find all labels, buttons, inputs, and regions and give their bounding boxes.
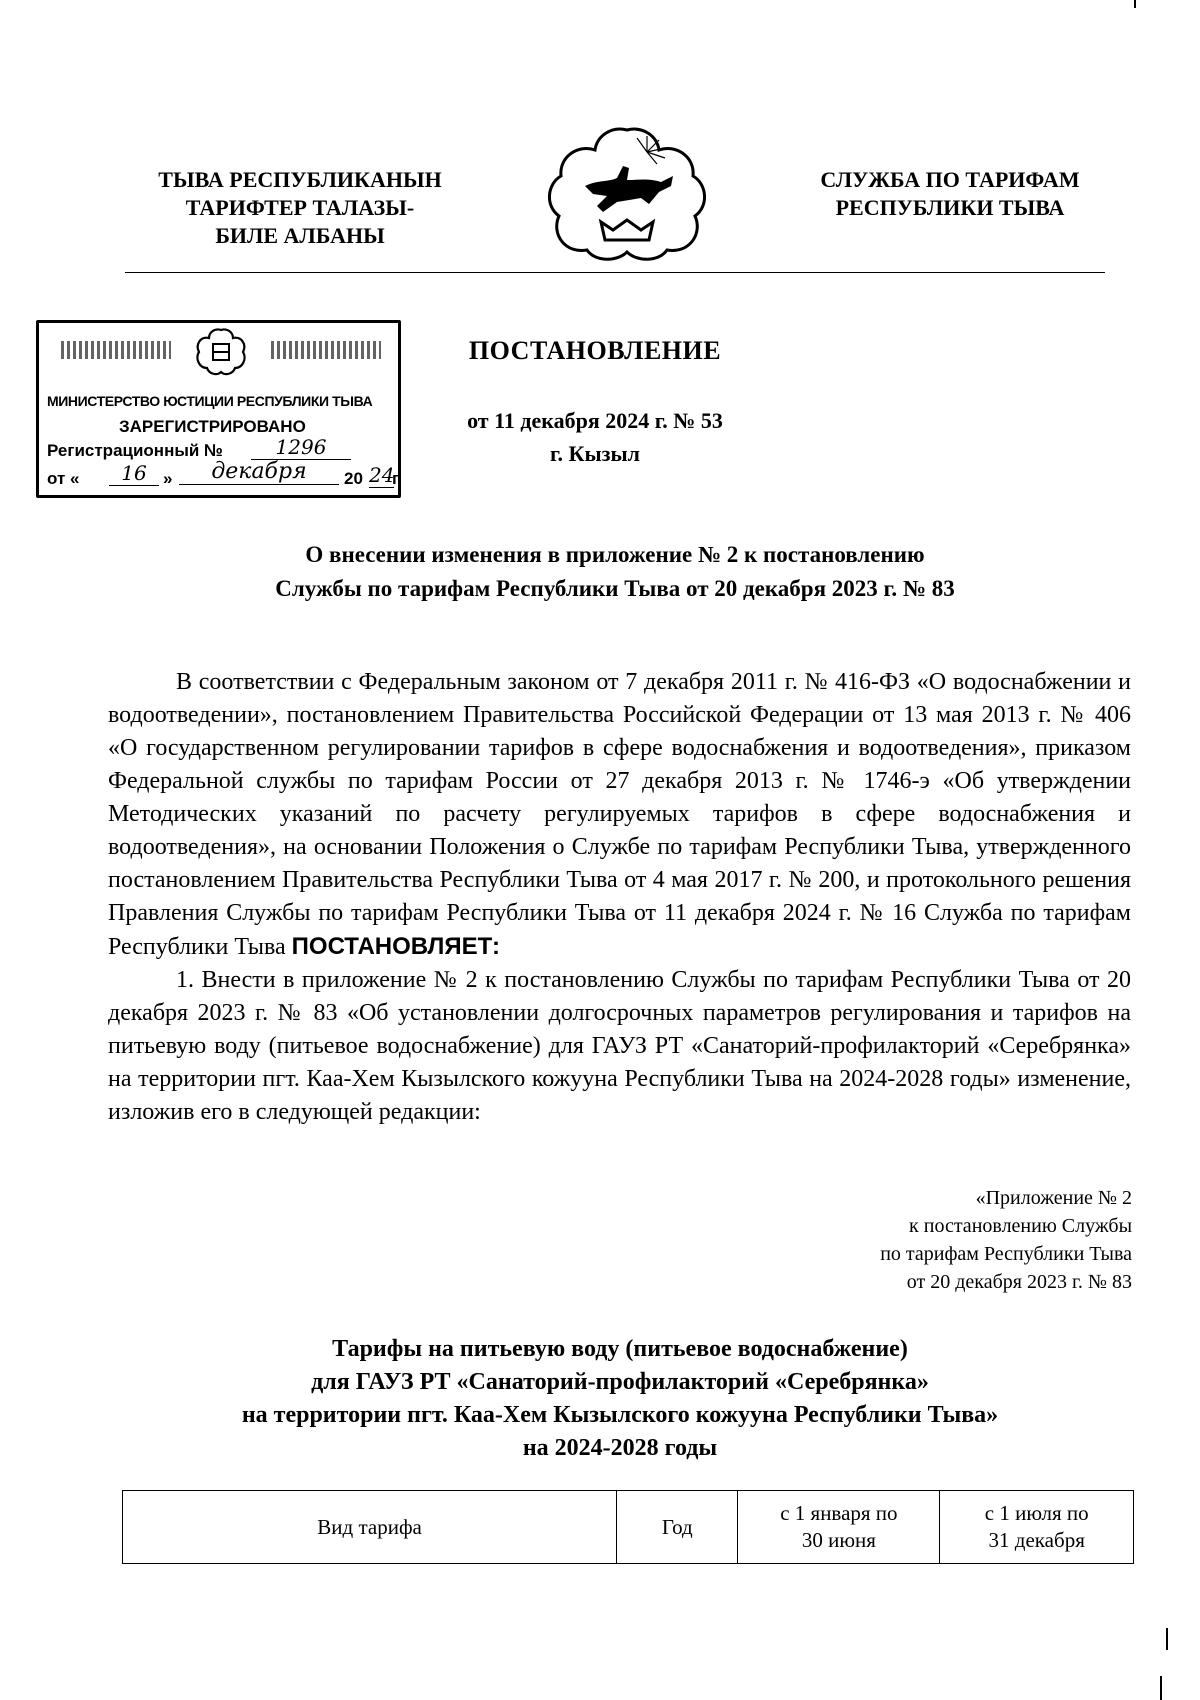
header-right-line: РЕСПУБЛИКИ ТЫВА	[835, 195, 1065, 220]
decree-subject	[110, 538, 1120, 606]
annex-line: от 20 декабря 2023 г. № 83	[906, 1271, 1132, 1293]
stamp-seal-icon	[193, 326, 249, 378]
header-second-half	[940, 1491, 1134, 1564]
stamp-text-smudge	[61, 341, 171, 359]
decree-body	[108, 666, 1131, 1129]
header-tariff-service	[780, 166, 1120, 222]
scan-edge-mark	[1134, 0, 1136, 8]
stamp-year-g: г.	[392, 469, 403, 488]
tariff-table	[122, 1490, 1134, 1564]
annex-line: «Приложение № 2	[975, 1187, 1132, 1209]
header-second-half-line1: с 1 июля по	[984, 1501, 1089, 1525]
header-left-line: БИЛЕ АЛБАНЫ	[215, 223, 385, 248]
stamp-text-smudge	[271, 341, 381, 359]
registration-stamp	[36, 320, 401, 498]
preamble-text: В соответствии с Федеральным законом от 7 декабря 2011 г. № 416-ФЗ «О водоснабжении и водоотведении», постановлением Правительства Российской Федерации от 13 мая 2013 г. № 406 «О государственном регулировании тарифов в сфере водоснабжения и водоотведения», приказом Федеральной службы по тарифам России от 27 декабря 2013 г. № 1746-э «Об утверждении Методических указаний по расчету регулируемых тарифов в сфере водоснабжения и водоотведения», на основании Положения о Службе по тарифам Республики Тыва, утвержденного постановлением Правительства Республики Тыва от 4 мая 2017 г. № 200, и протокольного решения Правления Службы по тарифам Республики Тыва от 11 декабря 2024 г. № 16 Служба по тарифам Республики Тыва	[108, 669, 1131, 960]
stamp-day: 16	[109, 461, 159, 486]
decree-title: ПОСТАНОВЛЕНИЕ	[468, 336, 722, 365]
header-right-line: СЛУЖБА ПО ТАРИФАМ	[820, 167, 1080, 192]
scan-edge-mark	[1166, 1628, 1168, 1650]
stamp-ministry: МИНИСТЕРСТВО ЮСТИЦИИ РЕСПУБЛИКИ ТЫВА	[47, 393, 373, 409]
decree-city: г. Кызыл	[550, 441, 640, 466]
subject-line: Службы по тарифам Республики Тыва от 20 декабря 2023 г. № 83	[275, 576, 955, 601]
tariff-title-line: на 2024-2028 годы	[522, 1435, 718, 1461]
header-divider	[125, 272, 1105, 273]
subject-line: О внесении изменения в приложение № 2 к постановлению	[305, 542, 925, 567]
stamp-registered: ЗАРЕГИСТРИРОВАНО	[119, 417, 306, 436]
header-first-half-line2: 30 июня	[801, 1528, 876, 1552]
tariff-title-line: на территории пгт. Каа-Хем Кызылского кожууна Республики Тыва»	[241, 1402, 999, 1428]
body-paragraph: 1. Внести в приложение № 2 к постановлению Службы по тарифам Республики Тыва от 20 декабря 2023 г. № 83 «Об установлении долгосрочных параметров регулирования и тарифов на питьевую воду (питьевое водоснабжение) для ГАУЗ РТ «Санаторий-профилакторий «Серебрянка» на территории пгт. Каа-Хем Кызылского кожууна Республики Тыва на 2024-2028 годы» изменение, изложив его в следующей редакции:	[108, 967, 1131, 1125]
header-tuvan-agency	[130, 166, 470, 250]
body-paragraph	[108, 666, 1131, 964]
annex-line: к постановлению Службы	[909, 1215, 1132, 1237]
stamp-year-suffix: 24	[369, 463, 395, 487]
annex-line: по тарифам Республики Тыва	[880, 1243, 1132, 1265]
tuva-emblem-icon	[545, 122, 710, 262]
header-year: Год	[617, 1491, 738, 1564]
stamp-month: декабря	[179, 459, 339, 485]
tariff-table-title	[110, 1333, 1130, 1465]
header-tariff-kind: Вид тарифа	[123, 1491, 617, 1564]
header-second-half-line2: 31 декабря	[988, 1528, 1085, 1552]
tariff-title-line: Тарифы на питьевую воду (питьевое водоснабжение)	[332, 1336, 908, 1362]
decree-date-number: от 11 декабря 2024 г. № 53	[467, 408, 723, 433]
header-first-half	[738, 1491, 940, 1564]
table-header-row	[123, 1491, 1134, 1564]
header-left-line: ТАРИФТЕР ТАЛАЗЫ-	[185, 195, 415, 220]
stamp-quote: »	[163, 469, 173, 488]
header-left-line: ТЫВА РЕСПУБЛИКАНЫН	[158, 167, 442, 192]
resolves-keyword: ПОСТАНОВЛЯЕТ:	[291, 933, 500, 960]
tariff-title-line: для ГАУЗ РТ «Санаторий-профилакторий «Серебрянка»	[311, 1369, 929, 1395]
scan-edge-mark	[1160, 1676, 1162, 1700]
annex-reference	[880, 1184, 1132, 1296]
stamp-date-label: от «	[47, 469, 80, 488]
stamp-reg-number: 1296	[251, 435, 351, 460]
stamp-year-prefix: 20	[344, 469, 363, 488]
header-first-half-line1: с 1 января по	[780, 1501, 898, 1525]
stamp-reg-label: Регистрационный №	[47, 441, 223, 460]
